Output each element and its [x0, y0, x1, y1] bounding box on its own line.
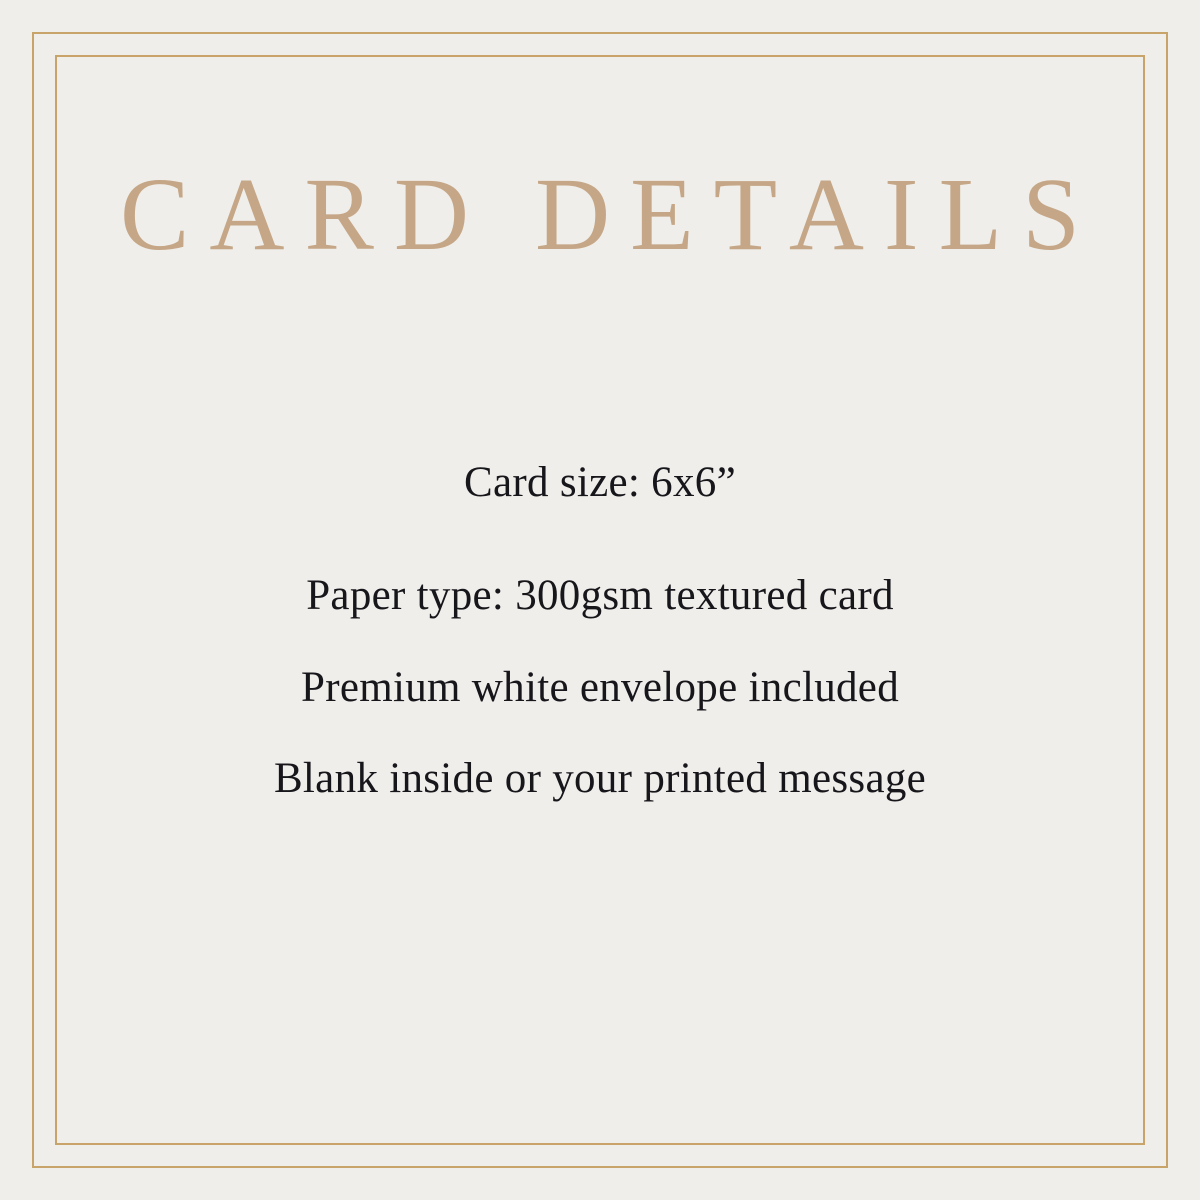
card-content [55, 55, 1145, 1145]
list-item: Card size: 6x6” [464, 459, 736, 506]
list-item: Blank inside or your printed message [273, 754, 927, 802]
page-title: CARD DETAILS [120, 157, 1100, 272]
list-item: Premium white envelope included [300, 663, 899, 711]
details-list [55, 459, 1145, 802]
list-item: Paper type: 300gsm textured card [306, 572, 894, 620]
